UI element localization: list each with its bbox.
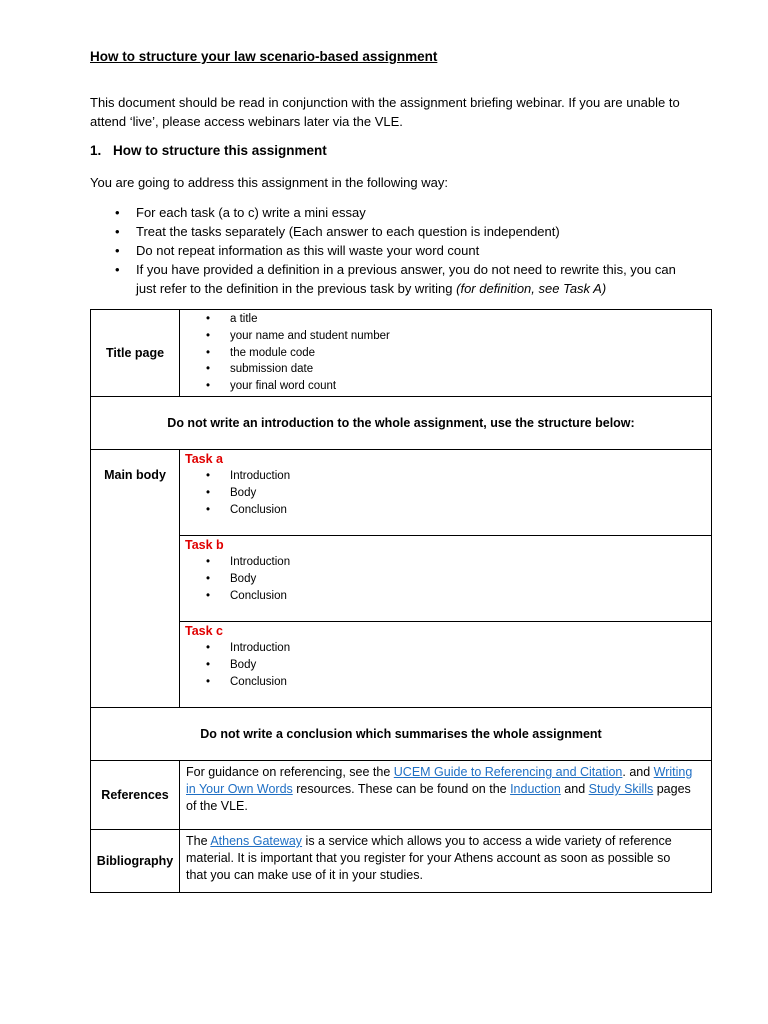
list-item [180, 502, 711, 519]
list-item-text: Conclusion [230, 675, 287, 688]
list-item [90, 260, 676, 279]
bibliography-cell [180, 830, 712, 893]
lead-in-text: You are going to address this assignment in the following way: [90, 175, 448, 190]
list-item [180, 485, 711, 502]
list-item-text: Conclusion [230, 503, 287, 516]
list-item-text: Treat the tasks separately (Each answer to each question is independent) [136, 224, 560, 239]
list-item [180, 468, 711, 485]
table-row [91, 450, 712, 536]
list-item [180, 345, 711, 362]
bullet-glyph: • [206, 346, 211, 359]
structure-table [90, 309, 712, 893]
instruction-list [90, 203, 676, 298]
main-body-label: Main body [104, 468, 166, 482]
table-row [91, 536, 712, 622]
list-item-text: a title [230, 313, 258, 325]
list-item-text: Body [230, 572, 257, 585]
list-item [180, 640, 711, 657]
bibliography-text-3: material. It is important that you register for your Athens account as soon as possible so [186, 851, 671, 865]
section-heading [90, 143, 327, 158]
bullet-glyph: • [206, 486, 211, 499]
list-item-text: If you have provided a definition in a previous answer, you do not need to rewrite this, you can [136, 262, 676, 277]
section-number: 1. [90, 143, 102, 158]
references-text-3: resources. These can be found on the [296, 782, 507, 796]
intro-line-2: attend ‘live’, please access webinars later via the VLE. [90, 114, 403, 129]
references-text-6: of the VLE. [186, 799, 248, 813]
bullet-glyph: • [206, 556, 211, 568]
list-item [90, 222, 676, 241]
list-item-text: your final word count [230, 380, 337, 393]
list-item [180, 588, 711, 605]
list-item-text: submission date [230, 363, 314, 376]
references-text-4: and [564, 782, 586, 796]
title-page-list [180, 310, 711, 395]
bullet-glyph: • [115, 262, 120, 277]
references-text [180, 761, 711, 820]
bullet-glyph: • [206, 470, 211, 482]
italic-example: (for definition, see Task A) [456, 281, 607, 296]
task-c-list [180, 640, 711, 690]
task-b-label: Task b [185, 538, 224, 552]
task-b-cell [180, 536, 712, 622]
bibliography-text-1: The [186, 834, 208, 848]
row-label-bibliography: Bibliography [91, 830, 180, 893]
bullet-glyph: • [206, 658, 211, 671]
bibliography-text-2: is a service which allows you to access a wide variety of reference [305, 834, 672, 848]
ucem-guide-link[interactable]: UCEM Guide to Referencing and Citation [393, 765, 623, 779]
study-skills-link[interactable]: Study Skills [588, 782, 654, 796]
bullet-glyph: • [115, 224, 120, 239]
bullet-glyph: • [206, 675, 211, 688]
table-row [91, 622, 712, 708]
references-text-2: . and [622, 765, 651, 779]
list-item [90, 203, 676, 222]
bullet-glyph: • [206, 642, 211, 654]
athens-gateway-link[interactable]: Athens Gateway [210, 834, 303, 848]
task-c-label: Task c [185, 624, 223, 638]
row-label-references: References [91, 761, 180, 830]
list-item-text: Introduction [230, 556, 291, 568]
task-b-list [180, 554, 711, 604]
document-title: How to structure your law scenario-based assignment [90, 49, 438, 64]
no-introduction-note: Do not write an introduction to the whole assignment, use the structure below: [91, 397, 712, 450]
list-item-text: the module code [230, 346, 316, 359]
list-item [180, 328, 711, 345]
table-row [91, 708, 712, 761]
section-title: How to structure this assignment [113, 143, 327, 158]
bullet-glyph: • [206, 503, 211, 516]
references-text-5: pages [656, 782, 691, 796]
list-item-continuation [90, 279, 676, 298]
list-item-text: Introduction [230, 470, 291, 482]
bullet-glyph: • [206, 313, 211, 325]
writing-link-part-1[interactable]: Writing [653, 765, 693, 779]
references-text-1: For guidance on referencing, see the [186, 765, 391, 779]
list-item [180, 571, 711, 588]
list-item-text: just refer to the definition in the previous task by writing [136, 281, 453, 296]
row-label-title-page: Title page [91, 310, 180, 397]
list-item [90, 241, 676, 260]
table-row [91, 830, 712, 893]
list-item [180, 378, 711, 395]
table-row [91, 761, 712, 830]
task-a-label: Task a [185, 452, 223, 466]
writing-link-part-2[interactable]: in Your Own Words [186, 782, 293, 796]
list-item-text: your name and student number [230, 329, 390, 342]
table-row [91, 397, 712, 450]
bibliography-text-4: that you can make use of it in your studies. [186, 868, 423, 882]
bullet-glyph: • [206, 589, 211, 602]
induction-link[interactable]: Induction [510, 782, 561, 796]
bullet-glyph: • [115, 205, 120, 220]
task-c-cell [180, 622, 712, 708]
list-item-text: Do not repeat information as this will waste your word count [136, 243, 480, 258]
list-item-text: Body [230, 658, 257, 671]
list-item-text: Introduction [230, 642, 291, 654]
list-item-text: For each task (a to c) write a mini essay [136, 205, 366, 220]
table-row [91, 310, 712, 397]
list-item [180, 657, 711, 674]
bibliography-text [180, 830, 711, 889]
list-item [180, 674, 711, 691]
list-item-text: Body [230, 486, 257, 499]
row-label-main-body [91, 450, 180, 708]
references-cell [180, 761, 712, 830]
list-item [180, 361, 711, 378]
list-item-text: Conclusion [230, 589, 287, 602]
bullet-glyph: • [206, 572, 211, 585]
task-a-list [180, 468, 711, 518]
bullet-glyph: • [206, 363, 211, 376]
bullet-glyph: • [206, 380, 211, 393]
bullet-glyph: • [115, 243, 120, 258]
no-conclusion-note: Do not write a conclusion which summarises the whole assignment [91, 708, 712, 761]
task-a-cell [180, 450, 712, 536]
list-item [180, 311, 711, 328]
bullet-glyph: • [206, 329, 211, 342]
list-item [180, 554, 711, 571]
intro-line-1: This document should be read in conjunction with the assignment briefing webinar. If you are unable to [90, 95, 680, 110]
title-page-cell [180, 310, 712, 397]
